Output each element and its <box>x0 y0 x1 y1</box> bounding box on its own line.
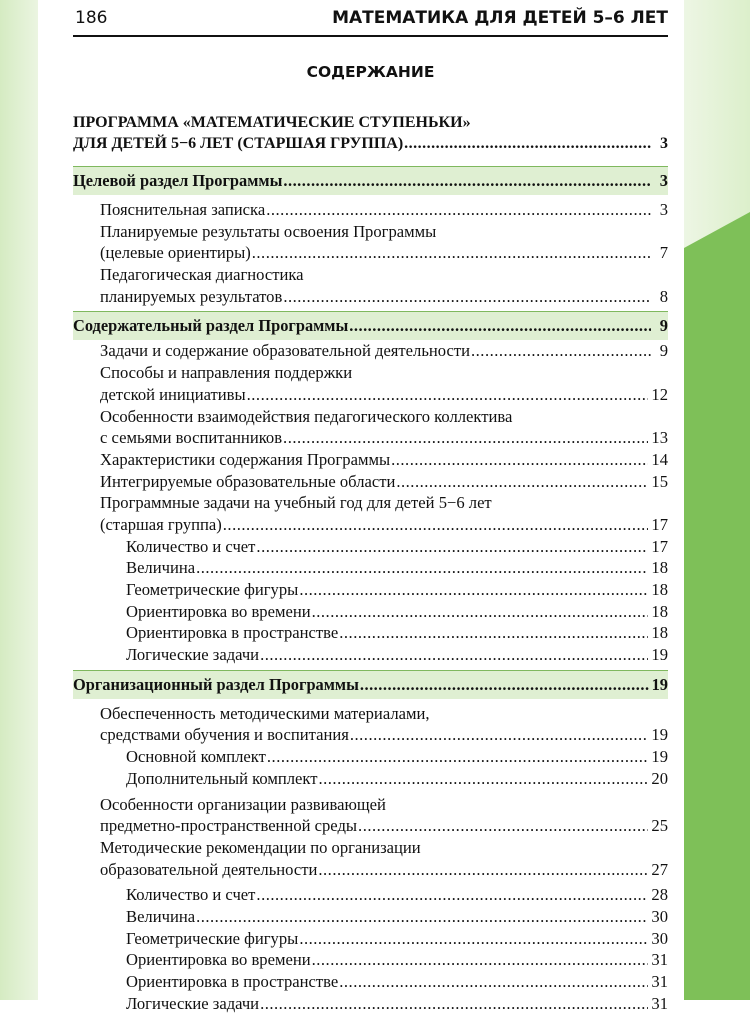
toc-section-target[interactable]: Целевой раздел Программы ..... 3 <box>73 166 668 195</box>
leader-dots <box>267 746 649 768</box>
toc-entry-diagnostika[interactable]: планируемых результатов ..... 8 <box>73 286 668 308</box>
toc-entry-integriruemye[interactable]: Интегрируемые образовательные области ..... 15 <box>73 471 668 493</box>
page-ref: 3 <box>660 135 668 152</box>
page-ref: 19 <box>651 645 668 665</box>
leader-dots <box>266 199 651 221</box>
toc-subentry-osnovnoy[interactable]: Основной комплект ..... 19 <box>73 746 668 768</box>
page-ref: 27 <box>651 859 668 879</box>
toc-subentry-b-logicheskie[interactable]: Логические задачи ..... 31 <box>73 993 668 1014</box>
toc-subentry-a-prostranstvo[interactable]: Ориентировка в пространстве ..... 18 <box>73 622 668 644</box>
right-green-tab <box>684 212 750 1000</box>
toc-entry-sposoby-line1: Способы и направления поддержки <box>100 363 353 383</box>
program-title-line2[interactable]: ДЛЯ ДЕТЕЙ 5−6 ЛЕТ (СТАРШАЯ ГРУППА) ..... 3 <box>73 133 668 154</box>
toc-subentry-a-logicheskie[interactable]: Логические задачи ..... 19 <box>73 644 668 666</box>
toc-subentry-a-vremya[interactable]: Ориентировка во времени ..... 18 <box>73 601 668 623</box>
toc-entry-harakteristiki[interactable]: Характеристики содержания Программы ..... 14 <box>73 449 668 471</box>
page-ref: 31 <box>651 972 668 991</box>
leader-dots <box>318 768 648 790</box>
page-ref: 31 <box>651 950 668 970</box>
toc-subentry-b-velichina[interactable]: Величина ..... 30 <box>73 906 668 928</box>
toc-entry-sreda[interactable]: предметно-пространственной среды ..... 25 <box>73 815 668 837</box>
leader-dots <box>247 384 649 406</box>
page-ref: 31 <box>651 993 668 1013</box>
page-ref: 17 <box>651 514 668 534</box>
toc-title: СОДЕРЖАНИЕ <box>306 63 435 81</box>
book-page <box>73 0 668 1013</box>
leader-dots <box>260 644 648 666</box>
page-ref: 9 <box>659 341 668 361</box>
leader-dots <box>312 949 649 971</box>
page-ref: 13 <box>651 428 668 448</box>
toc-entry-programmnye[interactable]: (старшая группа) ..... 17 <box>73 514 668 536</box>
leader-dots <box>283 427 648 449</box>
program-title-line1: ПРОГРАММА «МАТЕМАТИЧЕСКИЕ СТУПЕНЬКИ» <box>73 114 471 131</box>
program-title <box>73 112 668 154</box>
toc-entry-obespechennost-line1: Обеспеченность методическими материалами, <box>100 703 430 723</box>
toc-entry-zadachi[interactable]: Задачи и содержание образовательной деятельности ..... 9 <box>73 340 668 362</box>
leader-dots <box>471 340 651 362</box>
page-ref: 30 <box>651 906 668 926</box>
toc-entry-diagnostika-line1: Педагогическая диагностика <box>100 265 304 285</box>
toc-entry-metod[interactable]: образовательной деятельности ..... 27 <box>73 859 668 881</box>
toc-entry-osobennosti-line1: Особенности взаимодействия педагогического коллектива <box>100 406 513 426</box>
toc-entry-poyasnitelnaya[interactable]: Пояснительная записка ..... 3 <box>73 199 668 221</box>
leader-dots <box>256 884 648 906</box>
page-ref: 18 <box>651 623 668 643</box>
leader-dots <box>349 312 651 340</box>
page-ref: 17 <box>651 536 668 556</box>
left-margin-decoration <box>0 0 38 1000</box>
page-ref: 30 <box>651 928 668 948</box>
toc-subentry-a-kolichestvo[interactable]: Количество и счет ..... 17 <box>73 536 668 558</box>
toc-subentry-b-prostranstvo[interactable]: Ориентировка в пространстве ..... 31 <box>73 971 668 993</box>
leader-dots <box>312 601 649 623</box>
leader-dots <box>358 815 648 837</box>
leader-dots <box>404 133 651 154</box>
toc-entry-osobennosti[interactable]: с семьями воспитанников ..... 13 <box>73 427 668 449</box>
leader-dots <box>360 671 649 699</box>
leader-dots <box>260 993 648 1014</box>
toc-entry-sposoby[interactable]: детской инициативы ..... 12 <box>73 384 668 406</box>
leader-dots <box>299 928 648 950</box>
toc-entry-sreda-line1: Особенности организации развивающей <box>100 794 386 814</box>
page-ref: 19 <box>651 747 668 767</box>
page-ref: 14 <box>651 449 668 469</box>
toc-section-content[interactable]: Содержательный раздел Программы ..... 9 <box>73 311 668 340</box>
page-ref: 3 <box>659 171 668 190</box>
leader-dots <box>256 536 648 558</box>
leader-dots <box>299 579 648 601</box>
toc-subentry-b-figury[interactable]: Геометрические фигуры ..... 30 <box>73 928 668 950</box>
toc-subentry-b-kolichestvo[interactable]: Количество и счет ..... 28 <box>73 884 668 906</box>
page-ref: 18 <box>651 601 668 621</box>
toc-entry-planiruemye-line1: Планируемые результаты освоения Программы <box>100 221 437 241</box>
toc-entry-planiruemye[interactable]: (целевые ориентиры) ..... 7 <box>73 242 668 264</box>
page-number: 186 <box>75 8 108 28</box>
page-ref: 19 <box>651 725 668 745</box>
page-ref: 18 <box>651 580 668 599</box>
leader-dots <box>283 286 651 308</box>
leader-dots <box>252 242 651 264</box>
toc-subentry-a-figury[interactable]: Геометрические фигуры ..... 18 <box>73 579 668 601</box>
page-ref: 7 <box>659 243 668 263</box>
leader-dots <box>318 859 648 881</box>
book-title: МАТЕМАТИКА ДЛЯ ДЕТЕЙ 5–6 ЛЕТ <box>332 8 668 28</box>
toc-entry-obespechennost[interactable]: средствами обучения и воспитания ..... 19 <box>73 724 668 746</box>
page-ref: 9 <box>659 316 668 336</box>
page-ref: 25 <box>651 816 668 836</box>
leader-dots <box>396 471 648 493</box>
leader-dots <box>196 557 648 579</box>
toc-subentry-dopolnitelny[interactable]: Дополнительный комплект ..... 20 <box>73 768 668 790</box>
header-rule <box>73 35 668 37</box>
leader-dots <box>196 906 648 928</box>
page-ref: 8 <box>659 286 668 306</box>
toc-entry-metod-line1: Методические рекомендации по организации <box>100 837 421 857</box>
toc-subentry-b-vremya[interactable]: Ориентировка во времени ..... 31 <box>73 949 668 971</box>
toc-section-organizational[interactable]: Организационный раздел Программы ..... 19 <box>73 670 668 699</box>
leader-dots <box>223 514 649 536</box>
running-header <box>73 6 668 34</box>
page-ref: 20 <box>651 768 668 788</box>
page-ref: 19 <box>651 674 668 694</box>
leader-dots <box>339 622 648 644</box>
leader-dots <box>391 449 648 471</box>
leader-dots <box>283 167 651 195</box>
page-ref: 3 <box>659 200 668 219</box>
page-ref: 15 <box>651 471 668 491</box>
table-of-contents <box>73 166 668 1014</box>
page-ref: 12 <box>651 384 668 404</box>
leader-dots <box>350 724 649 746</box>
page-ref: 18 <box>651 558 668 578</box>
page-ref: 28 <box>651 885 668 905</box>
leader-dots <box>339 971 648 993</box>
toc-entry-programmnye-line1: Программные задачи на учебный год для детей 5−6 лет <box>100 493 492 513</box>
toc-subentry-a-velichina[interactable]: Величина ..... 18 <box>73 557 668 579</box>
